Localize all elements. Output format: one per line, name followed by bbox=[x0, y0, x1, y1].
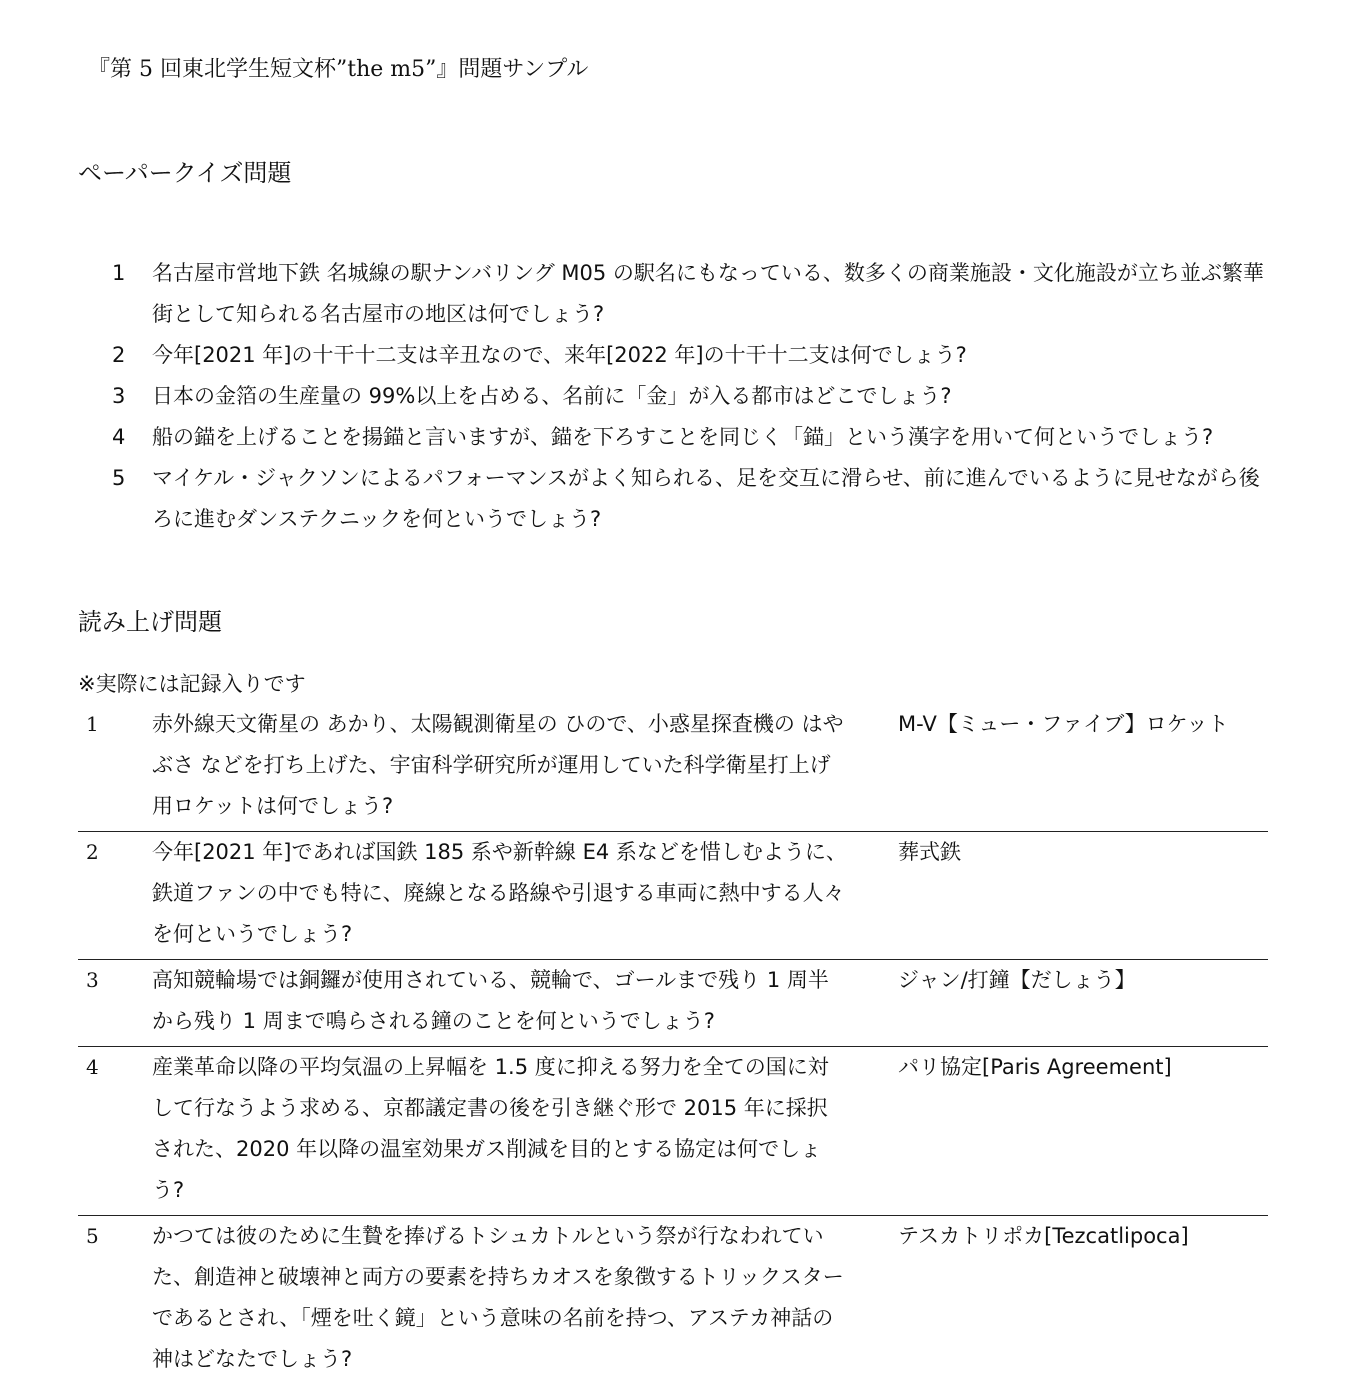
reading-question-row bbox=[78, 960, 1268, 1047]
paper-question-number: 5 bbox=[112, 466, 126, 490]
reading-question-row bbox=[78, 1216, 1268, 1384]
paper-question-number: 1 bbox=[112, 261, 126, 285]
reading-question-number: 3 bbox=[86, 968, 99, 992]
reading-question-number: 1 bbox=[86, 712, 99, 736]
paper-question-item bbox=[108, 376, 1268, 417]
reading-question-number: 2 bbox=[86, 840, 99, 864]
paper-question-number: 4 bbox=[112, 425, 126, 449]
paper-question-text: マイケル・ジャクソンによるパフォーマンスがよく知られる、足を交互に滑らせ、前に進んでいるように見せながら後ろに進むダンステクニックを何というでしょう? bbox=[152, 466, 1260, 531]
reading-question-text: 赤外線天文衛星の あかり、太陽観測衛星の ひので、小惑星探査機の はやぶさ などを打ち上げた、宇宙科学研究所が運用していた科学衛星打上げ用ロケットは何でしょう? bbox=[152, 712, 844, 818]
paper-question-item bbox=[108, 335, 1268, 376]
reading-answer-text: パリ協定[Paris Agreement] bbox=[898, 1055, 1172, 1079]
paper-question-number: 2 bbox=[112, 343, 126, 367]
paper-question-text: 船の錨を上げることを揚錨と言いますが、錨を下ろすことを同じく「錨」という漢字を用いて何というでしょう? bbox=[152, 425, 1214, 449]
reading-answer-text: ジャン/打鐘【だしょう】 bbox=[898, 968, 1136, 992]
reading-question-text: 産業革命以降の平均気温の上昇幅を 1.5 度に抑える努力を全ての国に対して行なうよう求める、京都議定書の後を引き継ぐ形で 2015 年に採択された、2020 年以降の温室効果ガス削減を目的とする協定は何でしょう? bbox=[152, 1055, 829, 1202]
paper-question-item bbox=[108, 458, 1268, 540]
reading-question-text: かつては彼のために生贄を捧げるトシュカトルという祭が行なわれていた、創造神と破壊神と両方の要素を持ちカオスを象徴するトリックスターであるとされ、「煙を吐く鏡」という意味の名前を持つ、アステカ神話の神はどなたでしょう? bbox=[152, 1224, 844, 1371]
paper-question-list bbox=[108, 253, 1268, 540]
reading-answer-text: M-V【ミュー・ファイブ】ロケット bbox=[898, 712, 1229, 736]
reading-question-number: 4 bbox=[86, 1055, 99, 1079]
reading-answer-text: テスカトリポカ[Tezcatlipoca] bbox=[898, 1224, 1189, 1248]
reading-question-table bbox=[78, 704, 1268, 1384]
paper-question-text: 日本の金箔の生産量の 99%以上を占める、名前に「金」が入る都市はどこでしょう? bbox=[152, 384, 952, 408]
paper-question-item bbox=[108, 253, 1268, 335]
paper-question-text: 今年[2021 年]の十干十二支は辛丑なので、来年[2022 年]の十干十二支は何でしょう? bbox=[152, 343, 967, 367]
reading-note: ※実際には記録入りです bbox=[78, 672, 306, 696]
reading-quiz-heading: 読み上げ問題 bbox=[78, 608, 222, 636]
reading-question-number: 5 bbox=[86, 1224, 99, 1248]
paper-question-text: 名古屋市営地下鉄 名城線の駅ナンバリング M05 の駅名にもなっている、数多くの商業施設・文化施設が立ち並ぶ繁華街として知られる名古屋市の地区は何でしょう? bbox=[152, 261, 1264, 326]
reading-question-row bbox=[78, 832, 1268, 960]
reading-question-row bbox=[78, 1047, 1268, 1216]
document-title: 『第 5 回東北学生短文杯”the m5”』問題サンプル bbox=[88, 57, 589, 82]
paper-question-number: 3 bbox=[112, 384, 126, 408]
reading-question-text: 今年[2021 年]であれば国鉄 185 系や新幹線 E4 系などを惜しむように、鉄道ファンの中でも特に、廃線となる路線や引退する車両に熱中する人々を何というでしょう? bbox=[152, 840, 847, 946]
reading-answer-text: 葬式鉄 bbox=[898, 840, 961, 864]
reading-question-text: 高知競輪場では銅鑼が使用されている、競輪で、ゴールまで残り 1 周半から残り 1 周まで鳴らされる鐘のことを何というでしょう? bbox=[152, 968, 829, 1033]
paper-question-item bbox=[108, 417, 1268, 458]
reading-question-row bbox=[78, 704, 1268, 832]
paper-quiz-heading: ペーパークイズ問題 bbox=[78, 159, 292, 187]
